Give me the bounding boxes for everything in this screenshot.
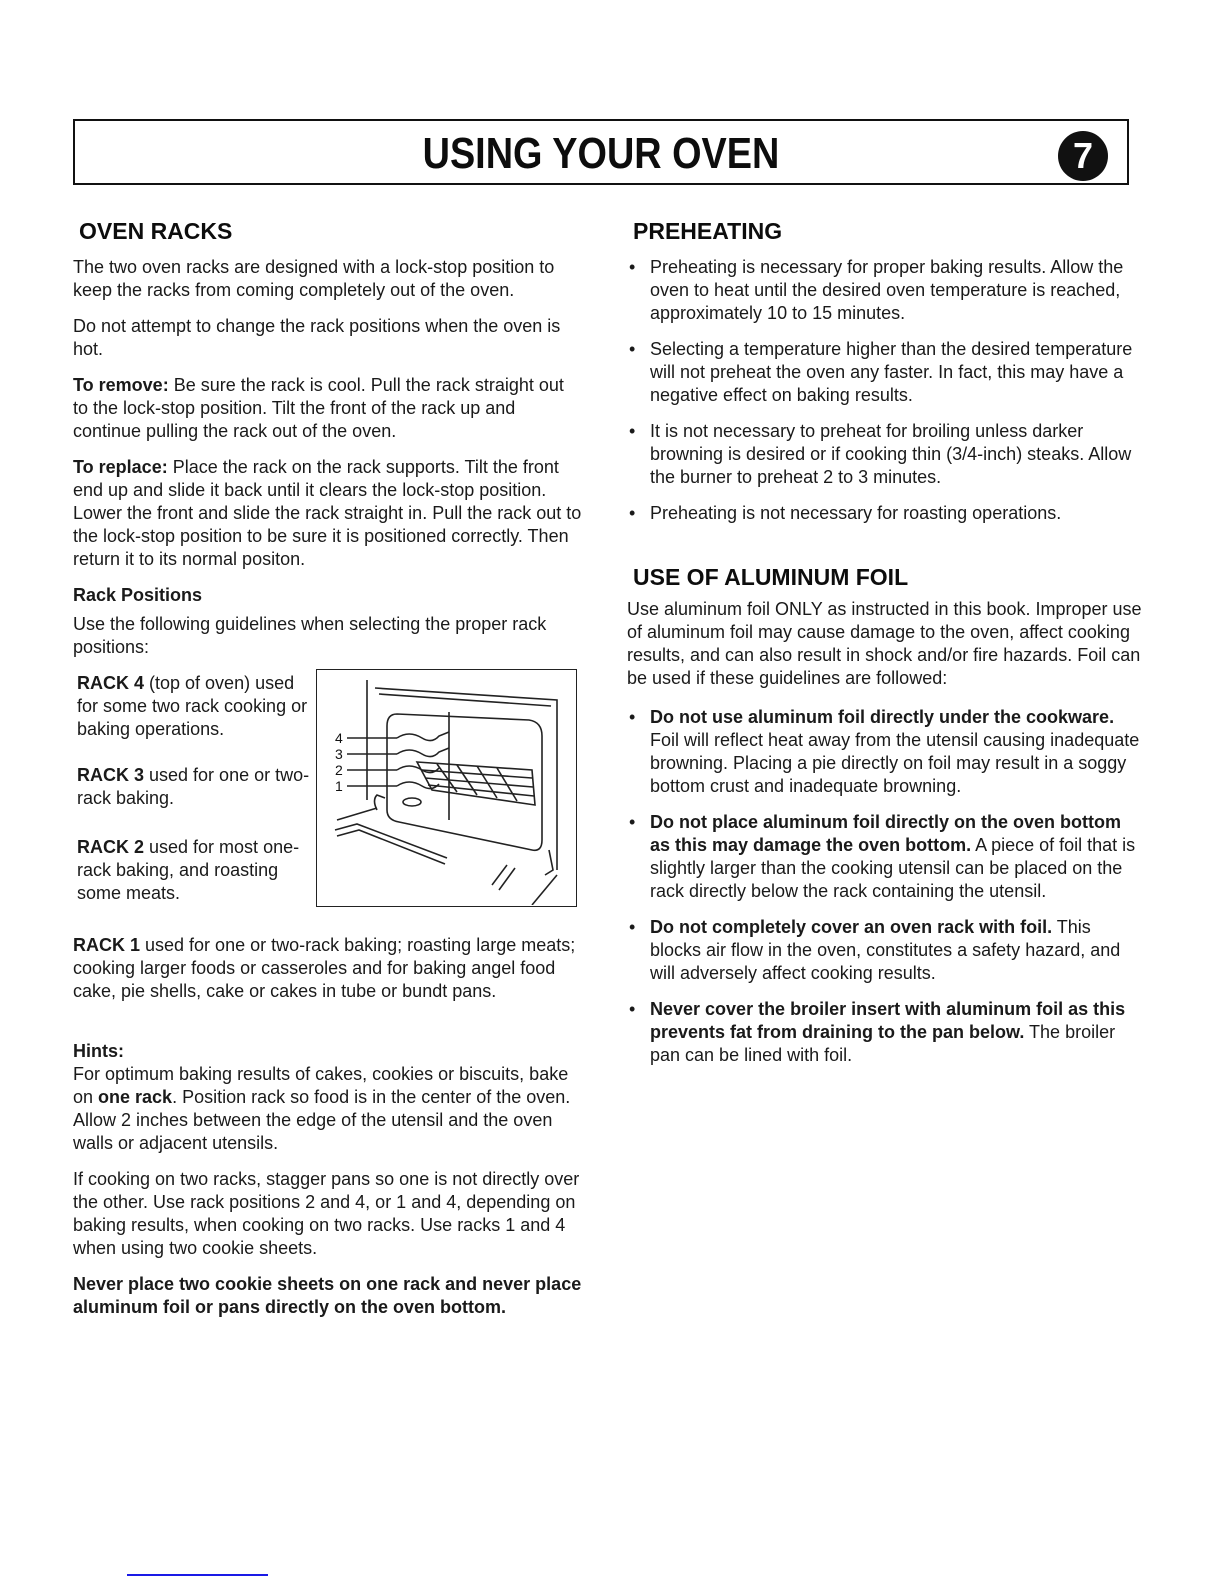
remove-label: To remove: — [73, 375, 169, 395]
hint-text: For optimum baking results of cakes, cookies or biscuits, bake on — [73, 1064, 569, 1107]
list-item-text: A piece of foil that is slightly larger than the cooking utensil can be placed on the rack directly below the rack containing the utensil. — [650, 835, 1136, 901]
rack-label: RACK 4 — [77, 673, 145, 693]
remove-text: Be sure the rack is cool. Pull the rack straight out to the lock-stop position. Tilt the front of the rack up and continue pulling the rack out of the oven. — [73, 375, 564, 441]
section-heading-aluminum-foil: USE OF ALUMINUM FOIL — [633, 564, 909, 590]
warning-paragraph — [73, 1273, 583, 1319]
preheating-list — [627, 256, 1142, 525]
hint-emphasis: one rack — [98, 1087, 173, 1107]
aluminum-foil-list — [627, 706, 1142, 1067]
list-item-text: This blocks air flow in the oven, constitutes a safety hazard, and will adversely affect cooking results. — [650, 917, 1121, 983]
rack-text: used for most one-rack baking, and roasting some meats. — [77, 837, 300, 903]
list-item: • Preheating is not necessary for roasting operations. — [627, 502, 1142, 525]
rack-label: RACK 2 — [77, 837, 145, 857]
list-item-emphasis: Do not use aluminum foil directly under the cookware. — [650, 707, 1115, 727]
subheading-hints: Hints: — [73, 1041, 124, 1061]
oven-racks-section — [73, 216, 583, 1332]
list-item: • Preheating is necessary for proper baking results. Allow the oven to heat until the desired oven temperature is reached, approximately 10 to 15 minutes. — [627, 256, 1142, 325]
rack-1-description — [73, 934, 583, 1003]
list-item-emphasis: Never cover the broiler insert with aluminum foil as this prevents fat from draining to the pan below. — [650, 999, 1126, 1042]
rack-text: used for one or two-rack baking. — [77, 765, 310, 808]
right-column — [627, 216, 1142, 1080]
rack-positions-figure — [73, 672, 583, 924]
replace-label: To replace: — [73, 457, 168, 477]
list-item: • Selecting a temperature higher than the desired temperature will not preheat the oven any faster. In fact, this may have a negative effect on baking results. — [627, 338, 1142, 407]
rack-number-1: 1 — [335, 778, 343, 794]
warning-text: Never place two cookie sheets on one rack and never place aluminum foil or pans directly on the oven bottom. — [73, 1274, 582, 1317]
page-title: USING YOUR OVEN — [422, 129, 780, 178]
rack-4-description — [77, 672, 317, 741]
list-item — [627, 706, 1142, 798]
hint-text: . Position rack so food is in the center of the oven. Allow 2 inches between the edge of the utensil and the oven walls or adjacent utensils. — [73, 1087, 571, 1153]
remove-instructions — [73, 374, 583, 443]
rack-number-3: 3 — [335, 746, 343, 762]
rack-label: RACK 1 — [73, 935, 141, 955]
rack-2-description — [77, 836, 317, 905]
hints-paragraph — [73, 1063, 583, 1155]
page-header — [73, 119, 1129, 185]
rack-number-4: 4 — [335, 730, 343, 746]
paragraph: Do not attempt to change the rack positions when the oven is hot. — [73, 316, 561, 359]
list-item: • It is not necessary to preheat for broiling unless darker browning is desired or if cooking thin (3/4-inch) steaks. Allow the burner to preheat 2 to 3 minutes. — [627, 420, 1142, 489]
oven-illustration-icon — [317, 670, 575, 905]
footer-rule — [127, 1574, 268, 1576]
paragraph: Use aluminum foil ONLY as instructed in this book. Improper use of aluminum foil may cause damage to the oven, affect cooking results, and can also result in shock and/or fire hazards. Foil can be used if these guidelines are followed: — [627, 599, 1142, 688]
section-heading-preheating: PREHEATING — [633, 218, 783, 244]
list-item-text: The broiler pan can be lined with foil. — [650, 1022, 1116, 1065]
rack-3-description — [77, 764, 317, 810]
rack-number-2: 2 — [335, 762, 343, 778]
list-item-emphasis: Do not place aluminum foil directly on the oven bottom as this may damage the oven bottom. — [650, 812, 1122, 855]
list-item — [627, 811, 1142, 903]
list-item — [627, 916, 1142, 985]
section-heading-oven-racks: OVEN RACKS — [79, 218, 233, 244]
list-item-text: Foil will reflect heat away from the utensil causing inadequate browning. Placing a pie directly on foil may result in a soggy bottom crust and inadequate browning. — [650, 730, 1140, 796]
list-item-emphasis: Do not completely cover an oven rack with foil. — [650, 917, 1053, 937]
replace-text: Place the rack on the rack supports. Tilt the front end up and slide it back until it clears the lock-stop position. Lower the front and slide the rack straight in. Pull the rack out to the lock-stop position to be sure it is positioned correctly. Then return it to its normal positon. — [73, 457, 582, 569]
paragraph: Use the following guidelines when selecting the proper rack positions: — [73, 614, 547, 657]
list-item — [627, 998, 1142, 1067]
subheading-rack-positions: Rack Positions — [73, 585, 203, 605]
rack-text: (top of oven) used for some two rack cooking or baking operations. — [77, 673, 308, 739]
page-number-badge: 7 — [1058, 131, 1108, 181]
oven-rack-diagram — [316, 669, 577, 907]
hints-paragraph-2: If cooking on two racks, stagger pans so one is not directly over the other. Use rack positions 2 and 4, or 1 and 4, depending on baking results, when cooking on two racks. Use racks 1 and 4 when using two cookie sheets. — [73, 1169, 580, 1258]
rack-label: RACK 3 — [77, 765, 145, 785]
paragraph: The two oven racks are designed with a lock-stop position to keep the racks from coming completely out of the oven. — [73, 257, 555, 300]
rack-text: used for one or two-rack baking; roasting large meats; cooking larger foods or casseroles and for baking angel food cake, pie shells, cake or cakes in tube or bundt pans. — [73, 935, 576, 1001]
replace-instructions — [73, 456, 583, 571]
